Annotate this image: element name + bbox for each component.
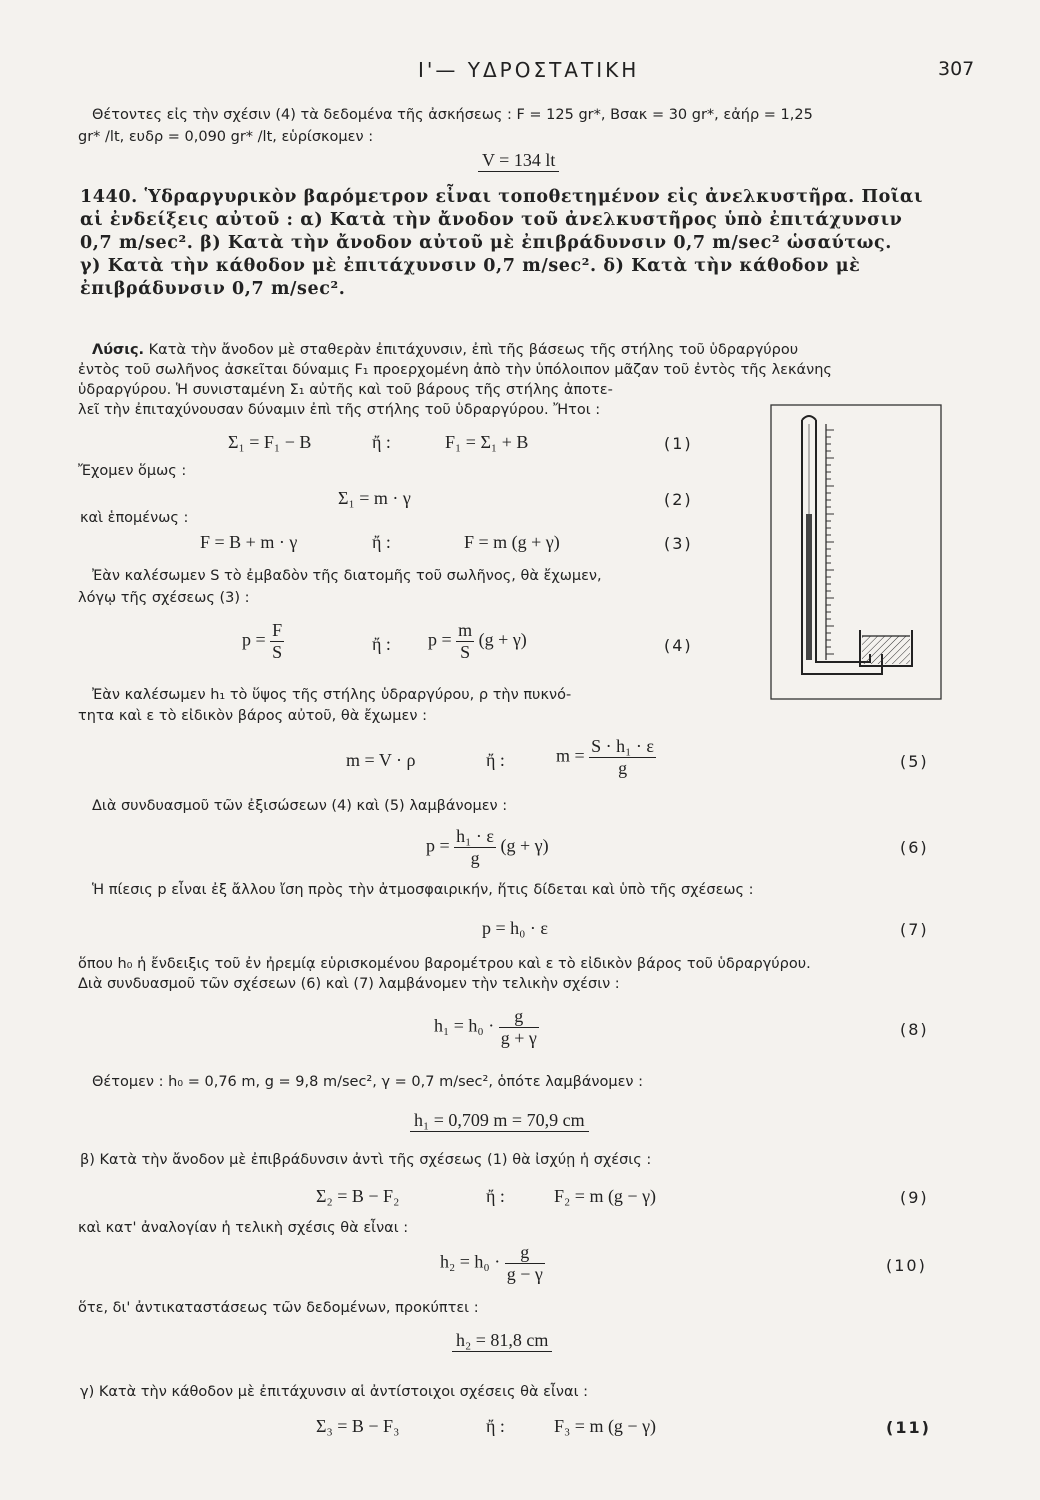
problem-line: αἱ ἐνδείξεις αὐτοῦ : α) Κατὰ τὴν ἄνοδον τοῦ ἀνελκυστῆρος ὑπὸ ἐπιτάχυνσιν <box>80 210 903 230</box>
eq11-or: ἤ : <box>486 1416 505 1436</box>
eq3-or: ἤ : <box>372 532 391 552</box>
eq5-right: m = $\frac{\text{S · h₁ · ε}}{g}$ <box>556 736 654 778</box>
eq2-number: (2) <box>664 490 693 509</box>
text-s-1: Ἐὰν καλέσωμεν S τὸ ἐμβαδὸν τῆς διατομῆς τοῦ σωλῆνος, θὰ ἔχωμεν, <box>92 568 602 584</box>
solution-line-4: λεῖ τὴν ἐπιταχύνουσαν δύναμιν ἐπὶ τῆς στήλης τοῦ ὑδραργύρου. Ἤτοι : <box>78 402 601 418</box>
solution-line-1: Λύσις. Κατὰ τὴν ἄνοδον μὲ σταθερὰν ἐπιτάχυνσιν, ἐπὶ τῆς βάσεως τῆς στήλης τοῦ ὑδραργύρου <box>92 342 799 358</box>
eq6-number: (6) <box>900 838 929 857</box>
solution-line-2: ἐντὸς τοῦ σωλῆνος ἀσκεῖται δύναμις F₁ προερχομένη ἀπὸ τὴν ὑπόλοιπον μᾶζαν τοῦ ἐντὸς τῆς λεκάνης <box>78 362 832 378</box>
eq11-left: Σ₃ = B − F₃ <box>316 1416 400 1436</box>
problem-line: ἐπιβράδυνσιν 0,7 m/sec². <box>80 279 346 299</box>
text-h-2: τητα καὶ ε τὸ εἰδικὸν βάρος αὐτοῦ, θὰ ἔχωμεν : <box>78 708 427 724</box>
text-analogy: καὶ κατ' ἀναλογίαν ἡ τελικὴ σχέσις θὰ εἶναι : <box>78 1220 409 1236</box>
eq7-number: (7) <box>900 920 929 939</box>
text-comb-2: Διὰ συνδυασμοῦ τῶν σχέσεων (6) καὶ (7) λαμβάνομεν τὴν τελικὴν σχέσιν : <box>78 976 620 992</box>
eq1-or: ἤ : <box>372 432 391 452</box>
eq4-or: ἤ : <box>372 634 391 654</box>
eq1-number: (1) <box>664 434 693 453</box>
eq3-right: F = m (g + γ) <box>464 532 560 552</box>
text-thetomen: Θέτομεν : h₀ = 0,76 m, g = 9,8 m/sec², γ = 0,7 m/sec², ὁπότε λαμβάνομεν : <box>92 1074 644 1090</box>
eq2-expr: Σ₁ = m · γ <box>338 488 411 508</box>
eq9-or: ἤ : <box>486 1186 505 1206</box>
eq6: p = $\frac{\text{h₁ · ε}}{g}$ (g + γ) <box>426 826 549 868</box>
fraction: $\frac{g}{g - \gamma}$ <box>506 1242 543 1284</box>
text-beta: β) Κατὰ τὴν ἄνοδον μὲ ἐπιβράδυνσιν ἀντὶ τῆς σχέσεως (1) θὰ ἰσχύῃ ἡ σχέσις : <box>80 1152 652 1168</box>
text-h-1: Ἐὰν καλέσωμεν h₁ τὸ ὕψος τῆς στήλης ὑδραργύρου, ρ τὴν πυκνό- <box>92 687 572 703</box>
intro-result: V = 134 lt <box>478 150 559 172</box>
result-h2: h₂ = 81,8 cm <box>452 1330 552 1352</box>
problem-line: 0,7 m/sec². β) Κατὰ τὴν ἄνοδον αὐτοῦ μὲ ἐπιβράδυνσιν 0,7 m/sec² ὡσαύτως. <box>80 233 892 253</box>
eq11-number: (11) <box>886 1418 931 1437</box>
solution-line-3: ὑδραργύρου. Ἡ συνισταμένη Σ₁ αὐτῆς καὶ τοῦ βάρους τῆς στήλης ἀποτε- <box>78 382 613 398</box>
problem-line: γ) Κατὰ τὴν κάθοδον μὲ ἐπιτάχυνσιν 0,7 m/sec². δ) Κατὰ τὴν κάθοδον μὲ <box>80 256 861 276</box>
eq11-right: F₃ = m (g − γ) <box>554 1416 657 1436</box>
eq9-right: F₂ = m (g − γ) <box>554 1186 657 1206</box>
eq5-or: ἤ : <box>486 750 505 770</box>
eq3-number: (3) <box>664 534 693 553</box>
fraction: $\frac{F}{S}$ <box>272 620 283 662</box>
text-comb-1: Διὰ συνδυασμοῦ τῶν ἐξισώσεων (4) καὶ (5) λαμβάνομεν : <box>92 798 508 814</box>
running-header: Ι'— ΥΔΡΟΣΤΑΤΙΚΗ <box>418 58 640 82</box>
problem-1440 <box>80 186 923 301</box>
fraction: $\frac{\text{h₁ · ε}}{g}$ <box>456 826 494 868</box>
text-epomenos: καὶ ἑπομένως : <box>80 510 189 526</box>
barometer-figure <box>770 404 942 700</box>
page-number: 307 <box>938 58 975 80</box>
result-h1: h₁ = 0,709 m = 70,9 cm <box>410 1110 589 1132</box>
text-gamma: γ) Κατὰ τὴν κάθοδον μὲ ἐπιτάχυνσιν αἱ ἀντίστοιχοι σχέσεις θὰ εἶναι : <box>80 1384 588 1400</box>
text-pressure: Ἡ πίεσις p εἶναι ἐξ ἄλλου ἴση πρὸς τὴν ἀτμοσφαιρικήν, ἥτις δίδεται καὶ ὑπὸ τῆς σχέσεως : <box>92 882 754 898</box>
fraction: $\frac{\text{S · h₁ · ε}}{g}$ <box>591 736 654 778</box>
eq1-left: Σ₁ = F₁ − B <box>228 432 312 452</box>
text-s-2: λόγῳ τῆς σχέσεως (3) : <box>78 590 250 606</box>
eq4: p = $\frac{F}{S}$ <box>242 620 283 662</box>
eq5-left: m = V · ρ <box>346 750 416 770</box>
text-exomen: Ἔχομεν ὅμως : <box>78 463 187 479</box>
eq9-number: (9) <box>900 1188 929 1207</box>
eq9-left: Σ₂ = B − F₂ <box>316 1186 400 1206</box>
eq10-number: (10) <box>886 1256 927 1275</box>
intro-line-1: Θέτοντες εἰς τὴν σχέσιν (4) τὰ δεδομένα τῆς ἀσκήσεως : F = 125 gr*, Βσακ = 30 gr*, εἀήρ = 1,25 <box>92 107 813 123</box>
eq10: h₂ = h₀ · $\frac{g}{g - \gamma}$ <box>440 1242 543 1284</box>
eq1-right: F₁ = Σ₁ + B <box>445 432 529 452</box>
eq3-left: F = B + m · γ <box>200 532 298 552</box>
fraction: $\frac{m}{S}$ <box>458 620 473 662</box>
eq8-number: (8) <box>900 1020 929 1039</box>
eq8: h₁ = h₀ · $\frac{g}{g + \gamma}$ <box>434 1006 537 1048</box>
eq4-right: p = $\frac{m}{S}$ (g + γ) <box>428 620 527 662</box>
intro-line-2: gr* /lt, ευδρ = 0,090 gr* /lt, εὑρίσκομεν : <box>78 129 374 145</box>
eq4-number: (4) <box>664 636 693 655</box>
problem-line: 1440. Ὑδραργυρικὸν βαρόμετρον εἶναι τοποθετημένον εἰς ἀνελκυστῆρα. Ποῖαι <box>80 187 924 207</box>
text-h0: ὅπου h₀ ἡ ἔνδειξις τοῦ ἐν ἠρεμίᾳ εὑρισκομένου βαρομέτρου καὶ ε τὸ εἰδικὸν βάρος τοῦ ὑδραργύρου. <box>78 956 811 972</box>
eq7-expr: p = h₀ · ε <box>482 918 548 938</box>
text-ote: ὅτε, δι' ἀντικαταστάσεως τῶν δεδομένων, προκύπτει : <box>78 1300 479 1316</box>
solution-label: Λύσις. <box>92 342 145 358</box>
eq5-number: (5) <box>900 752 929 771</box>
fraction: $\frac{g}{g + \gamma}$ <box>500 1006 537 1048</box>
